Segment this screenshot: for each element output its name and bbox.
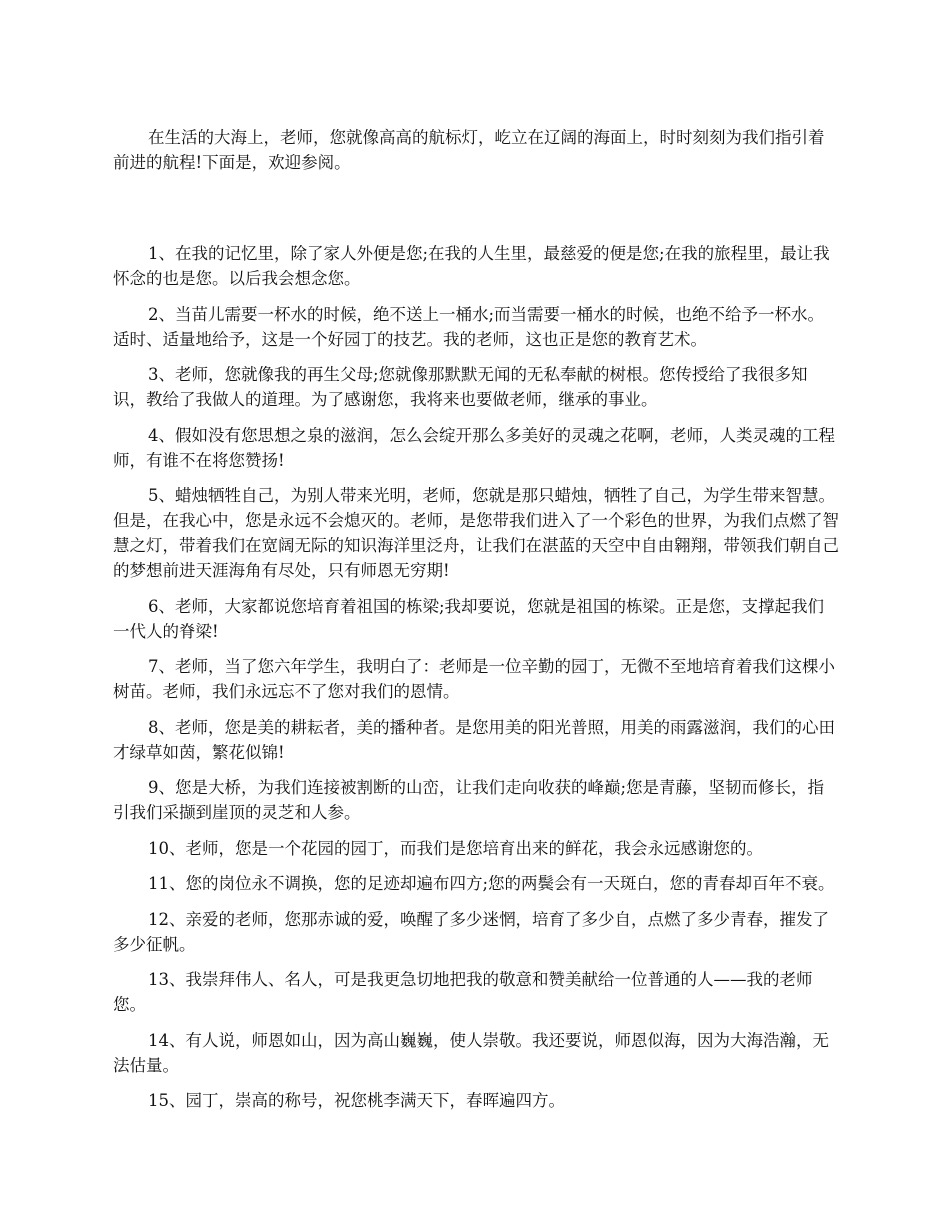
list-item: 7、老师，当了您六年学生，我明白了：老师是一位辛勤的园丁，无微不至地培育着我们这棵小树苗。老师，我们永远忘不了您对我们的恩情。 (113, 657, 835, 701)
list-item: 9、您是大桥，为我们连接被割断的山峦，让我们走向收获的峰巅;您是青藤，坚韧而修长，指引我们采撷到崖顶的灵芝和人参。 (113, 778, 825, 822)
list-item: 5、蜡烛牺牲自己，为别人带来光明，老师，您就是那只蜡烛，牺牲了自己，为学生带来智慧。但是，在我心中，您是永远不会熄灭的。老师，是您带我们进入了一个彩色的世界，为我们点燃了智慧之灯，带着我们在宽阔无际的知识海洋里泛舟，让我们在湛蓝的天空中自由翱翔，带领我们朝自己的梦想前进天涯海角有尽处，只有师恩无穷期! (113, 486, 839, 580)
list-item: 15、园丁，崇高的称号，祝您桃李满天下，春晖遍四方。 (148, 1091, 565, 1110)
list-item: 1、在我的记忆里，除了家人外便是您;在我的人生里，最慈爱的便是您;在我的旅程里，最让我怀念的也是您。以后我会想念您。 (113, 244, 830, 288)
intro-paragraph: 在生活的大海上，老师，您就像高高的航标灯，屹立在辽阔的海面上，时时刻刻为我们指引着前进的航程!下面是，欢迎参阅。 (113, 128, 825, 172)
list-item: 6、老师，大家都说您培育着祖国的栋梁;我却要说，您就是祖国的栋梁。正是您，支撑起我们一代人的脊梁! (113, 596, 825, 641)
section-gap (113, 175, 840, 241)
list-item: 11、您的岗位永不调换，您的足迹却遍布四方;您的两鬓会有一天斑白，您的青春却百年不衰。 (148, 874, 835, 893)
list-item: 8、老师，您是美的耕耘者，美的播种者。是您用美的阳光普照，用美的雨露滋润，我们的心田才绿草如茵，繁花似锦! (113, 717, 835, 762)
list-item: 2、当苗儿需要一杯水的时候，绝不送上一桶水;而当需要一桶水的时候，也绝不给予一杯水。适时、适量地给予，这是一个好园丁的技艺。我的老师，这也正是您的教育艺术。 (113, 304, 825, 349)
document-page (113, 125, 840, 1124)
list-item: 12、亲爱的老师，您那赤诚的爱，唤醒了多少迷惘，培育了多少自，点燃了多少青春，摧发了多少征帆。 (113, 909, 829, 954)
list-item: 13、我崇拜伟人、名人，可是我更急切地把我的敬意和赞美献给一位普通的人——我的老师您。 (113, 970, 813, 1014)
list-item: 4、假如没有您思想之泉的滋润，怎么会绽开那么多美好的灵魂之花啊，老师，人类灵魂的工程师，有谁不在将您赞扬! (113, 425, 835, 470)
list-item: 10、老师，您是一个花园的园丁，而我们是您培育出来的鲜花，我会永远感谢您的。 (148, 838, 763, 858)
list-item: 14、有人说，师恩如山，因为高山巍巍，使人崇敬。我还要说，师恩似海，因为大海浩瀚，无法估量。 (113, 1030, 829, 1075)
list-item: 3、老师，您就像我的再生父母;您就像那默默无闻的无私奉献的树根。您传授给了我很多知识，教给了我做人的道理。为了感谢您，我将来也要做老师，继承的事业。 (113, 365, 808, 409)
